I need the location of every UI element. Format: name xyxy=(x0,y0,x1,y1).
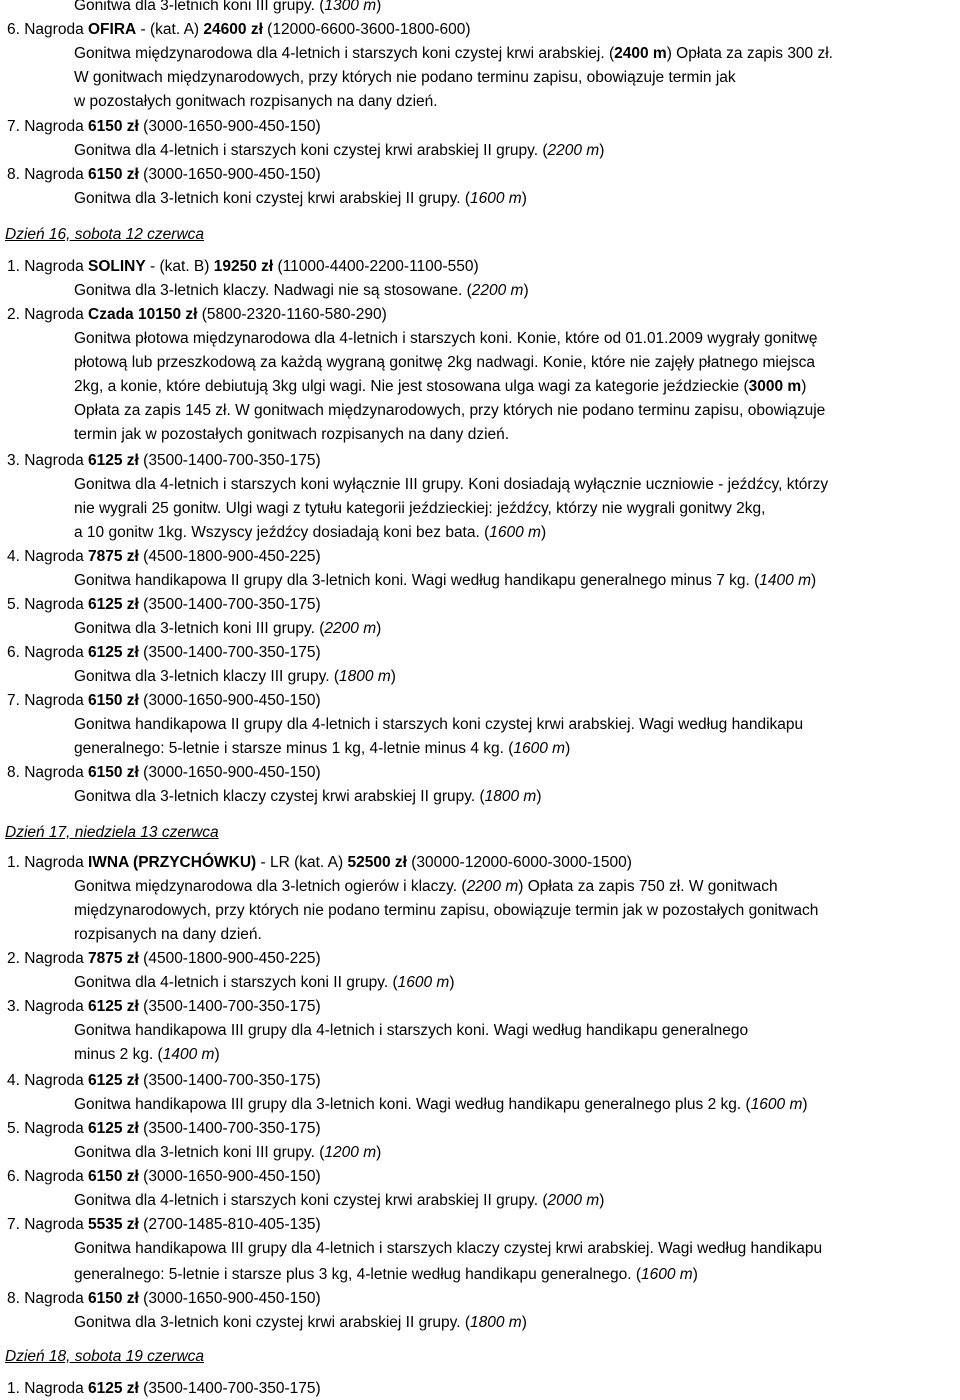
race-description-line xyxy=(74,43,833,65)
text-run: ) xyxy=(811,572,817,589)
text-run: 7875 zł xyxy=(88,950,139,967)
text-run: Dzień 18, sobota 19 czerwca xyxy=(5,1348,205,1365)
text-run: 1. Nagroda xyxy=(7,854,88,871)
text-run: 6150 zł xyxy=(88,1168,139,1185)
text-run: (3500-1400-700-350-175) xyxy=(138,1072,321,1089)
race-description-line xyxy=(74,714,803,736)
race-description-line xyxy=(74,140,604,162)
day-heading xyxy=(5,1346,204,1368)
text-run: 8. Nagroda xyxy=(7,1290,88,1307)
text-run: w pozostałych gonitwach rozpisanych na dany dzień. xyxy=(74,93,438,110)
text-run: 6125 zł xyxy=(88,1120,139,1137)
race-description-line xyxy=(74,1044,220,1066)
race-prize-line xyxy=(7,1288,321,1310)
text-run: Gonitwa dla 4-letnich i starszych koni II grupy. ( xyxy=(74,974,398,991)
text-run: (4500-1800-900-450-225) xyxy=(138,548,321,565)
race-prize-line xyxy=(7,1378,321,1400)
text-run: 6. Nagroda xyxy=(7,21,88,38)
race-prize-line xyxy=(7,116,321,138)
text-run: (30000-12000-6000-3000-1500) xyxy=(406,854,632,871)
text-run: Gonitwa międzynarodowa dla 4-letnich i starszych koni czystej krwi arabskiej. ( xyxy=(74,45,615,62)
text-run: (3500-1400-700-350-175) xyxy=(138,1380,321,1397)
text-run: ) xyxy=(521,190,527,207)
text-run: płotową lub przeszkodową za każdą wygraną gonitwę 2kg nadwagi. Konie, które nie zajęły płatnego miejsca xyxy=(74,354,815,371)
text-run: Gonitwa handikapowa II grupy dla 4-letnich i starszych koni czystej krwi arabskiej. Wagi według handikapu xyxy=(74,716,804,733)
race-description-line xyxy=(74,328,818,350)
text-run: Opłata za zapis 145 zł. W gonitwach międzynarodowych, przy których nie podano terminu zapisu, obowiązuje xyxy=(74,402,826,419)
text-run: 4. Nagroda xyxy=(7,1072,88,1089)
text-run: - LR (kat. A) xyxy=(256,854,348,871)
text-run: (3000-1650-900-450-150) xyxy=(138,1168,321,1185)
text-run: 7875 zł xyxy=(88,548,139,565)
text-run: ) xyxy=(540,524,547,541)
text-run: rozpisanych na dany dzień. xyxy=(74,926,262,943)
text-run: termin jak w pozostałych gonitwach rozpisanych na dany dzień. xyxy=(74,426,510,443)
text-run: 3. Nagroda xyxy=(7,998,88,1015)
race-prize-line xyxy=(7,164,321,186)
race-description-line xyxy=(74,900,818,922)
text-run: 2kg, a konie, które debiutują 3kg ulgi wagi. Nie jest stosowana ulga wagi za kategorie jeździeckie ( xyxy=(74,378,749,395)
race-prize-line xyxy=(7,19,471,41)
text-run: ) xyxy=(521,1314,527,1331)
text-run: Gonitwa dla 4-letnich i starszych koni czystej krwi arabskiej II grupy. ( xyxy=(74,1192,548,1209)
race-description-line xyxy=(74,188,527,210)
text-run: 5. Nagroda xyxy=(7,596,88,613)
race-prize-line xyxy=(7,1118,321,1140)
text-run: 1600 m xyxy=(513,740,566,757)
text-run: ) xyxy=(376,620,382,637)
text-run: 6150 zł xyxy=(88,764,139,781)
text-run: 1. Nagroda xyxy=(7,258,88,275)
text-run: Gonitwa handikapowa III grupy dla 3-letnich koni. Wagi według handikapu generalnego plus 2 kg. ( xyxy=(74,1096,751,1113)
race-description-line xyxy=(74,0,381,17)
text-run: generalnego: 5-letnie i starsze minus 1 kg, 4-letnie minus 4 kg. ( xyxy=(74,740,514,757)
text-run: ) xyxy=(376,0,382,14)
text-run: 2200 m xyxy=(547,142,600,159)
text-run: 2. Nagroda xyxy=(7,950,88,967)
race-prize-line xyxy=(7,594,321,616)
text-run: Gonitwa dla 3-letnich klaczy III grupy. ( xyxy=(74,668,340,685)
text-run: 2400 m xyxy=(614,45,667,62)
text-run: 4. Nagroda xyxy=(7,548,88,565)
text-run: 8. Nagroda xyxy=(7,166,88,183)
race-description-line xyxy=(74,352,815,374)
text-run: 2. Nagroda xyxy=(7,306,88,323)
text-run: minus 2 kg. ( xyxy=(74,1046,163,1063)
text-run: ) xyxy=(376,1144,382,1161)
text-run: ) Opłata za zapis 300 zł. xyxy=(666,45,833,62)
text-run: (3500-1400-700-350-175) xyxy=(138,644,321,661)
race-prize-line xyxy=(7,642,321,664)
race-description-line xyxy=(74,1094,808,1116)
text-run: (3000-1650-900-450-150) xyxy=(138,1290,321,1307)
race-prize-line xyxy=(7,450,321,472)
text-run: Gonitwa handikapowa II grupy dla 3-letnich koni. Wagi według handikapu generalnego minus 7 kg. ( xyxy=(74,572,760,589)
race-description-line xyxy=(74,91,438,113)
text-run: 6150 zł xyxy=(88,692,139,709)
text-run: (5800-2320-1160-580-290) xyxy=(197,306,387,323)
text-run: 24600 zł xyxy=(203,21,263,38)
text-run: generalnego: 5-letnie i starsze plus 3 kg, 4-letnie według handikapu generalnego. ( xyxy=(74,1266,641,1283)
text-run: SOLINY xyxy=(88,258,146,275)
text-run: Gonitwa dla 3-letnich koni czystej krwi arabskiej II grupy. ( xyxy=(74,190,470,207)
race-description-line xyxy=(74,1190,604,1212)
text-run: 5535 zł xyxy=(88,1216,139,1233)
race-description-line xyxy=(74,618,381,640)
text-run: ) xyxy=(565,740,571,757)
text-run: 6125 zł xyxy=(88,644,139,661)
race-description-line xyxy=(74,280,529,302)
text-run: (3000-1650-900-450-150) xyxy=(138,692,321,709)
race-description-line xyxy=(74,1020,748,1042)
text-run: Gonitwa dla 3-letnich koni III grupy. ( xyxy=(74,620,325,637)
text-run: 8. Nagroda xyxy=(7,764,88,781)
race-prize-line xyxy=(7,304,387,326)
text-run: (3000-1650-900-450-150) xyxy=(138,166,321,183)
text-run: 2200 m xyxy=(324,620,377,637)
text-run: 52500 zł xyxy=(347,854,407,871)
race-description-line xyxy=(74,400,825,422)
race-description-line xyxy=(74,1238,822,1260)
text-run: Dzień 17, niedziela 13 czerwca xyxy=(5,824,219,841)
text-run: ) xyxy=(599,142,605,159)
race-description-line xyxy=(74,1264,698,1286)
text-run: ) xyxy=(692,1266,698,1283)
race-description-line xyxy=(74,1142,381,1164)
text-run: nie wygrali 25 gonitw. Ulgi wagi z tytułu kategorii jeździeckiej: jeźdźcy, którzy nie wygrali gonitwy 2kg, xyxy=(74,500,766,517)
text-run: Gonitwa płotowa międzynarodowa dla 4-letnich i starszych koni. Konie, które od 01.01.2009 wygrały gonitwę xyxy=(74,330,818,347)
race-prize-line xyxy=(7,1214,321,1236)
race-description-line xyxy=(74,522,546,544)
text-run: - (kat. A) xyxy=(136,21,204,38)
text-run: (3000-1650-900-450-150) xyxy=(138,764,321,781)
text-run: 7. Nagroda xyxy=(7,1216,88,1233)
text-run: 7. Nagroda xyxy=(7,118,88,135)
text-run: 6125 zł xyxy=(88,1380,139,1397)
text-run: ) xyxy=(214,1046,220,1063)
text-run: 1400 m xyxy=(162,1046,215,1063)
text-run: 6150 zł xyxy=(88,166,139,183)
race-prize-line xyxy=(7,1070,321,1092)
text-run: ) xyxy=(801,378,807,395)
race-description-line xyxy=(74,666,396,688)
text-run: (11000-4400-2200-1100-550) xyxy=(273,258,479,275)
text-run: Gonitwa międzynarodowa dla 3-letnich ogierów i klaczy. ( xyxy=(74,878,467,895)
race-description-line xyxy=(74,498,765,520)
text-run: ) xyxy=(449,974,455,991)
text-run: Gonitwa handikapowa III grupy dla 4-letnich i starszych klaczy czystej krwi arabskiej. Wagi według handikapu xyxy=(74,1240,823,1257)
text-run: ) xyxy=(523,282,529,299)
text-run: 1600 m xyxy=(469,190,522,207)
race-prize-line xyxy=(7,762,321,784)
text-run: 6. Nagroda xyxy=(7,1168,88,1185)
text-run: Gonitwa dla 4-letnich i starszych koni czystej krwi arabskiej II grupy. ( xyxy=(74,142,548,159)
text-run: Gonitwa handikapowa III grupy dla 4-letnich i starszych koni. Wagi według handikapu generalnego xyxy=(74,1022,749,1039)
text-run: 6125 zł xyxy=(88,452,139,469)
race-prize-line xyxy=(7,1166,321,1188)
race-description-line xyxy=(74,376,806,398)
text-run: 19250 zł xyxy=(213,258,274,275)
text-run: ) Opłata za zapis 750 zł. W gonitwach xyxy=(518,878,778,895)
race-prize-line xyxy=(7,996,321,1018)
text-run: ) xyxy=(802,1096,808,1113)
race-description-line xyxy=(74,474,828,496)
text-run: 6125 zł xyxy=(88,596,139,613)
text-run: Gonitwa dla 3-letnich klaczy. Nadwagi nie są stosowane. ( xyxy=(74,282,472,299)
race-description-line xyxy=(74,924,262,946)
race-description-line xyxy=(74,424,509,446)
text-run: 1600 m xyxy=(397,974,450,991)
text-run: 1400 m xyxy=(759,572,811,589)
text-run: Gonitwa dla 3-letnich koni III grupy. ( xyxy=(74,0,325,14)
text-run: 2000 m xyxy=(547,1192,600,1209)
text-run: 6125 zł xyxy=(88,998,139,1015)
text-run: 1600 m xyxy=(489,524,541,541)
race-prize-line xyxy=(7,546,321,568)
race-description-line xyxy=(74,786,541,808)
text-run: 1600 m xyxy=(640,1266,693,1283)
race-description-line xyxy=(74,67,736,89)
race-prize-line xyxy=(7,852,632,874)
text-run: Gonitwa dla 4-letnich i starszych koni wyłącznie III grupy. Koni dosiadają wyłącznie uczniowie - jeźdźcy, którzy xyxy=(74,476,829,493)
day-heading xyxy=(5,224,204,246)
day-heading xyxy=(5,822,219,844)
text-run: 1300 m xyxy=(324,0,377,14)
text-run: 6150 zł xyxy=(88,1290,139,1307)
text-run: 1800 m xyxy=(469,1314,522,1331)
text-run: ) xyxy=(599,1192,605,1209)
race-description-line xyxy=(74,570,816,592)
race-description-line xyxy=(74,1312,527,1334)
text-run: (3500-1400-700-350-175) xyxy=(138,452,321,469)
text-run: 3. Nagroda xyxy=(7,452,88,469)
text-run: 5. Nagroda xyxy=(7,1120,88,1137)
text-run: (3500-1400-700-350-175) xyxy=(138,998,321,1015)
text-run: (3500-1400-700-350-175) xyxy=(138,596,321,613)
text-run: 6150 zł xyxy=(88,118,139,135)
text-run: 1. Nagroda xyxy=(7,1380,88,1397)
text-run: 1800 m xyxy=(484,788,537,805)
text-run: W gonitwach międzynarodowych, przy których nie podano terminu zapisu, obowiązuje termin jak xyxy=(74,69,736,86)
text-run: 6. Nagroda xyxy=(7,644,88,661)
text-run: 2200 m xyxy=(471,282,524,299)
text-run: 3000 m xyxy=(748,378,802,395)
race-prize-line xyxy=(7,948,321,970)
text-run: Gonitwa dla 3-letnich klaczy czystej krwi arabskiej II grupy. ( xyxy=(74,788,485,805)
text-run: 1800 m xyxy=(339,668,391,685)
text-run: (3000-1650-900-450-150) xyxy=(138,118,321,135)
text-run: Dzień 16, sobota 12 czerwca xyxy=(5,226,205,243)
text-run: (4500-1800-900-450-225) xyxy=(138,950,321,967)
race-description-line xyxy=(74,876,778,898)
text-run: 2200 m xyxy=(466,878,519,895)
text-run: OFIRA xyxy=(88,21,137,38)
text-run: a 10 gonitw 1kg. Wszyscy jeźdźcy dosiadają koni bez bata. ( xyxy=(74,524,490,541)
text-run: ) xyxy=(536,788,542,805)
text-run: Gonitwa dla 3-letnich koni III grupy. ( xyxy=(74,1144,325,1161)
text-run: (12000-6600-3600-1800-600) xyxy=(262,21,471,38)
race-prize-line xyxy=(7,690,321,712)
race-description-line xyxy=(74,738,570,760)
race-description-line xyxy=(74,972,455,994)
text-run: ) xyxy=(390,668,396,685)
text-run: IWNA (PRZYCHÓWKU) xyxy=(88,854,257,871)
text-run: 1600 m xyxy=(750,1096,803,1113)
text-run: - (kat. B) xyxy=(145,258,214,275)
text-run: międzynarodowych, przy których nie podano terminu zapisu, obowiązuje termin jak w pozostałych gonitwach xyxy=(74,902,819,919)
text-run: 7. Nagroda xyxy=(7,692,88,709)
text-run: 1200 m xyxy=(324,1144,377,1161)
text-run: Gonitwa dla 3-letnich koni czystej krwi arabskiej II grupy. ( xyxy=(74,1314,470,1331)
text-run: (2700-1485-810-405-135) xyxy=(138,1216,321,1233)
text-run: (3500-1400-700-350-175) xyxy=(138,1120,321,1137)
race-prize-line xyxy=(7,256,479,278)
text-run: Czada 10150 zł xyxy=(88,306,198,323)
text-run: 6125 zł xyxy=(88,1072,139,1089)
